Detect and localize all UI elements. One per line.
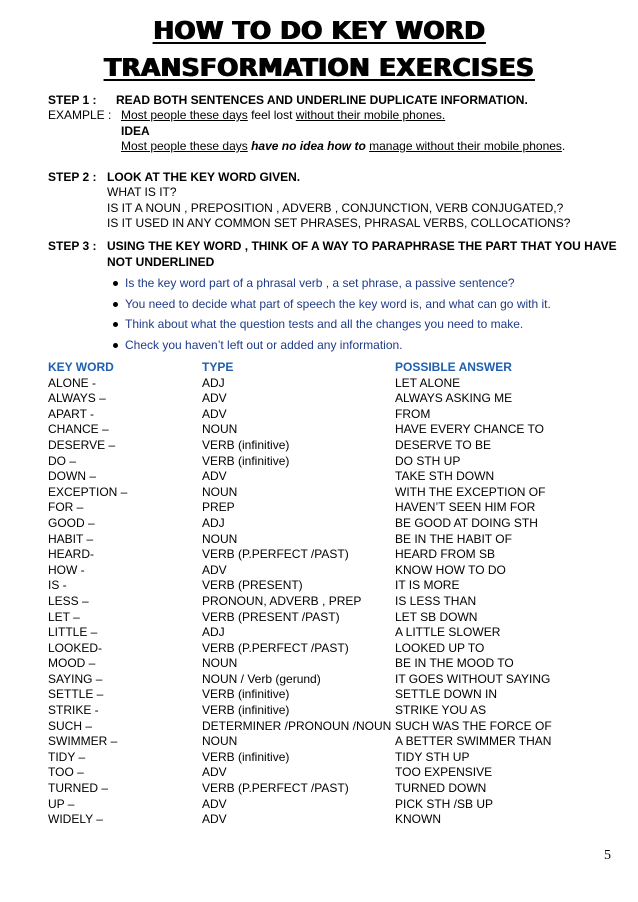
type-cell: ADJ xyxy=(202,375,225,390)
key-word-cell: APART - xyxy=(48,406,95,421)
key-word-cell: LITTLE – xyxy=(48,625,98,640)
possible-answer-cell: A LITTLE SLOWER xyxy=(395,625,501,640)
example-sentence-2 xyxy=(121,139,565,154)
possible-answer-cell: TOO EXPENSIVE xyxy=(395,765,493,780)
type-cell: VERB (infinitive) xyxy=(202,749,290,764)
table-row xyxy=(48,703,608,719)
possible-answer-cell: LET SB DOWN xyxy=(395,609,478,624)
example-2-underlined-a: Most people these days xyxy=(121,139,248,153)
key-word-cell: SAYING – xyxy=(48,671,103,686)
key-word-cell: SUCH – xyxy=(48,718,93,733)
type-cell: ADV xyxy=(202,469,227,484)
key-word-cell: HABIT – xyxy=(48,531,94,546)
example-1-plain: feel lost xyxy=(247,108,296,122)
type-cell: VERB (P.PERFECT /PAST) xyxy=(202,640,349,655)
key-word-cell: DOWN – xyxy=(48,469,96,484)
header-possible-answer: POSSIBLE ANSWER xyxy=(395,360,512,374)
possible-answer-cell: A BETTER SWIMMER THAN xyxy=(395,734,552,749)
possible-answer-cell: KNOWN xyxy=(395,812,441,827)
table-header-row xyxy=(48,360,608,376)
example-1-underlined-a: Most people these days xyxy=(121,108,248,122)
bullet-item: Think about what the question tests and all the changes you need to make. xyxy=(112,317,551,332)
key-word-cell: SWIMMER – xyxy=(48,734,118,749)
bullet-item: Check you haven’t left out or added any information. xyxy=(112,338,551,353)
possible-answer-cell: DO STH UP xyxy=(395,453,461,468)
page-title-line-1: HOW TO DO KEY WORD xyxy=(153,16,485,45)
type-cell: NOUN xyxy=(202,531,238,546)
possible-answer-cell: TURNED DOWN xyxy=(395,781,487,796)
key-word-cell: LET – xyxy=(48,609,80,624)
step1-text: READ BOTH SENTENCES AND UNDERLINE DUPLICATE INFORMATION. xyxy=(116,93,528,107)
step2-question-3: IS IT USED IN ANY COMMON SET PHRASES, PHRASAL VERBS, COLLOCATIONS? xyxy=(107,216,571,230)
example-1-underlined-b: without their mobile phones. xyxy=(295,108,446,122)
key-word-cell: HOW - xyxy=(48,562,85,577)
example-label: EXAMPLE : xyxy=(48,108,112,122)
header-type: TYPE xyxy=(202,360,234,374)
type-cell: ADV xyxy=(202,765,227,780)
step2-text: LOOK AT THE KEY WORD GIVEN. xyxy=(107,170,301,184)
key-word-cell: UP – xyxy=(48,796,75,811)
possible-answer-cell: SUCH WAS THE FORCE OF xyxy=(395,718,552,733)
table-row xyxy=(48,610,608,626)
type-cell: NOUN xyxy=(202,422,238,437)
table-row xyxy=(48,500,608,516)
table-row xyxy=(48,516,608,532)
possible-answer-cell: FROM xyxy=(395,406,431,421)
possible-answer-cell: ALWAYS ASKING ME xyxy=(395,391,513,406)
possible-answer-cell: HEARD FROM SB xyxy=(395,547,496,562)
table-row xyxy=(48,594,608,610)
type-cell: VERB (infinitive) xyxy=(202,453,290,468)
table-body xyxy=(48,376,608,828)
table-row xyxy=(48,376,608,392)
type-cell: NOUN xyxy=(202,484,238,499)
possible-answer-cell: HAVEN’T SEEN HIM FOR xyxy=(395,500,536,515)
table-row xyxy=(48,422,608,438)
key-word-table xyxy=(48,360,608,828)
table-row xyxy=(48,391,608,407)
key-word-cell: CHANCE – xyxy=(48,422,109,437)
possible-answer-cell: BE IN THE HABIT OF xyxy=(395,531,512,546)
table-row xyxy=(48,641,608,657)
table-row xyxy=(48,656,608,672)
step3-bullet-list xyxy=(112,276,551,358)
page-number: 5 xyxy=(604,848,611,863)
type-cell: DETERMINER /PRONOUN /NOUN xyxy=(202,718,392,733)
type-cell: ADV xyxy=(202,562,227,577)
key-word-cell: GOOD – xyxy=(48,515,95,530)
page-title-line-2: TRANSFORMATION EXERCISES xyxy=(104,53,534,82)
possible-answer-cell: KNOW HOW TO DO xyxy=(395,562,506,577)
table-row xyxy=(48,454,608,470)
key-word-cell: HEARD- xyxy=(48,547,95,562)
key-word-cell: LESS – xyxy=(48,593,89,608)
type-cell: ADV xyxy=(202,796,227,811)
type-cell: PREP xyxy=(202,500,235,515)
type-cell: ADV xyxy=(202,391,227,406)
key-word-cell: STRIKE - xyxy=(48,703,99,718)
table-row xyxy=(48,469,608,485)
possible-answer-cell: TIDY STH UP xyxy=(395,749,470,764)
key-word-cell: SETTLE – xyxy=(48,687,104,702)
type-cell: NOUN / Verb (gerund) xyxy=(202,671,321,686)
key-word-cell: IS - xyxy=(48,578,67,593)
key-word-cell: WIDELY – xyxy=(48,812,103,827)
possible-answer-cell: LOOKED UP TO xyxy=(395,640,485,655)
step3-label: STEP 3 : xyxy=(48,239,97,253)
table-row xyxy=(48,563,608,579)
possible-answer-cell: HAVE EVERY CHANCE TO xyxy=(395,422,544,437)
possible-answer-cell: WITH THE EXCEPTION OF xyxy=(395,484,546,499)
step3-text-line-2: NOT UNDERLINED xyxy=(107,255,215,269)
key-word-cell: LOOKED- xyxy=(48,640,103,655)
table-row xyxy=(48,781,608,797)
step3-text-line-1: USING THE KEY WORD , THINK OF A WAY TO PARAPHRASE THE PART THAT YOU HAVE xyxy=(107,239,617,253)
example-2-underlined-b: manage without their mobile phones xyxy=(369,139,562,153)
key-word-cell: EXCEPTION – xyxy=(48,484,128,499)
type-cell: ADV xyxy=(202,812,227,827)
key-word-cell: ALONE - xyxy=(48,375,97,390)
possible-answer-cell: LET ALONE xyxy=(395,375,461,390)
possible-answer-cell: IT GOES WITHOUT SAYING xyxy=(395,671,551,686)
table-row xyxy=(48,734,608,750)
type-cell: VERB (infinitive) xyxy=(202,437,290,452)
example-2-answer: have no idea how to xyxy=(251,139,366,153)
type-cell: VERB (PRESENT /PAST) xyxy=(202,609,340,624)
type-cell: NOUN xyxy=(202,656,238,671)
type-cell: NOUN xyxy=(202,734,238,749)
possible-answer-cell: BE GOOD AT DOING STH xyxy=(395,515,538,530)
header-key-word: KEY WORD xyxy=(48,360,114,374)
table-row xyxy=(48,438,608,454)
table-row xyxy=(48,485,608,501)
possible-answer-cell: IT IS MORE xyxy=(395,578,460,593)
key-word-cell: FOR – xyxy=(48,500,84,515)
idea-label: IDEA xyxy=(121,124,150,138)
type-cell: VERB (P.PERFECT /PAST) xyxy=(202,781,349,796)
key-word-cell: TIDY – xyxy=(48,749,86,764)
key-word-cell: ALWAYS – xyxy=(48,391,106,406)
table-row xyxy=(48,672,608,688)
table-row xyxy=(48,797,608,813)
key-word-cell: MOOD – xyxy=(48,656,96,671)
possible-answer-cell: BE IN THE MOOD TO xyxy=(395,656,514,671)
key-word-cell: TOO – xyxy=(48,765,84,780)
table-row xyxy=(48,719,608,735)
type-cell: ADJ xyxy=(202,515,225,530)
table-row xyxy=(48,547,608,563)
type-cell: VERB (infinitive) xyxy=(202,687,290,702)
step1-label: STEP 1 : xyxy=(48,93,97,107)
possible-answer-cell: SETTLE DOWN IN xyxy=(395,687,498,702)
table-row xyxy=(48,578,608,594)
possible-answer-cell: DESERVE TO BE xyxy=(395,437,492,452)
key-word-cell: DESERVE – xyxy=(48,437,116,452)
key-word-cell: DO – xyxy=(48,453,77,468)
type-cell: VERB (infinitive) xyxy=(202,703,290,718)
type-cell: VERB (P.PERFECT /PAST) xyxy=(202,547,349,562)
example-2-period: . xyxy=(561,139,566,153)
example-sentence-1 xyxy=(121,108,445,123)
table-row xyxy=(48,750,608,766)
possible-answer-cell: TAKE STH DOWN xyxy=(395,469,495,484)
table-row xyxy=(48,532,608,548)
table-row xyxy=(48,407,608,423)
type-cell: ADV xyxy=(202,406,227,421)
table-row xyxy=(48,687,608,703)
possible-answer-cell: IS LESS THAN xyxy=(395,593,477,608)
possible-answer-cell: STRIKE YOU AS xyxy=(395,703,487,718)
bullet-item: Is the key word part of a phrasal verb , a set phrase, a passive sentence? xyxy=(112,276,551,291)
type-cell: VERB (PRESENT) xyxy=(202,578,303,593)
step2-question-2: IS IT A NOUN , PREPOSITION , ADVERB , CONJUNCTION, VERB CONJUGATED,? xyxy=(107,201,564,215)
step2-label: STEP 2 : xyxy=(48,170,97,184)
table-row xyxy=(48,812,608,828)
type-cell: ADJ xyxy=(202,625,225,640)
table-row xyxy=(48,765,608,781)
bullet-item: You need to decide what part of speech the key word is, and what can go with it. xyxy=(112,297,551,312)
table-row xyxy=(48,625,608,641)
step2-question-1: WHAT IS IT? xyxy=(107,185,177,199)
key-word-cell: TURNED – xyxy=(48,781,109,796)
type-cell: PRONOUN, ADVERB , PREP xyxy=(202,593,362,608)
possible-answer-cell: PICK STH /SB UP xyxy=(395,796,494,811)
